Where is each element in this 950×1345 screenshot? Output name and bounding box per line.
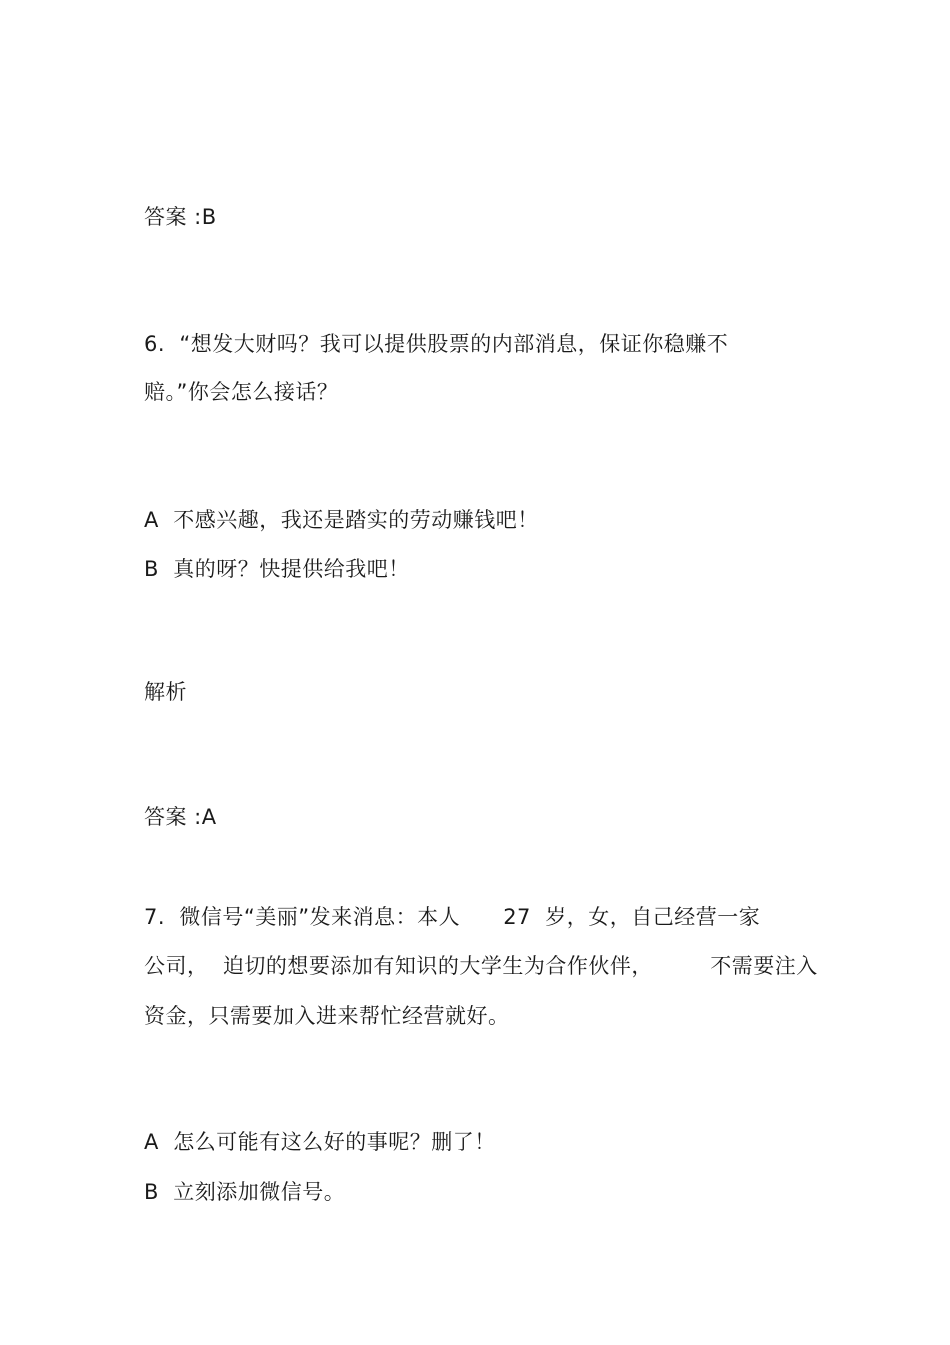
q6-question-line-1: 6. “想发大财吗？我可以提供股票的内部消息，保证你稳赚不 xyxy=(144,332,729,356)
q7-option-b: B 立刻添加微信号。 xyxy=(144,1180,346,1204)
q7-option-a: A 怎么可能有这么好的事呢？删了！ xyxy=(144,1130,496,1154)
q7-question-line-1: 7. 微信号“美丽”发来消息：本人 27 岁，女，自己经营一家 xyxy=(144,905,761,929)
q6-answer: 答案 :A xyxy=(144,805,217,829)
q6-analysis-label: 解析 xyxy=(144,680,187,704)
q6-option-b: B 真的呀？快提供给我吧！ xyxy=(144,557,410,581)
q7-question-line-2: 公司， 迫切的想要添加有知识的大学生为合作伙伴， 不需要注入 xyxy=(144,954,818,978)
q7-question-line-3: 资金，只需要加入进来帮忙经营就好。 xyxy=(144,1004,510,1028)
q6-question-line-2: 赔。”你会怎么接话？ xyxy=(144,380,339,404)
prev-answer: 答案 :B xyxy=(144,205,217,229)
q6-option-a: A 不感兴趣，我还是踏实的劳动赚钱吧！ xyxy=(144,508,539,532)
